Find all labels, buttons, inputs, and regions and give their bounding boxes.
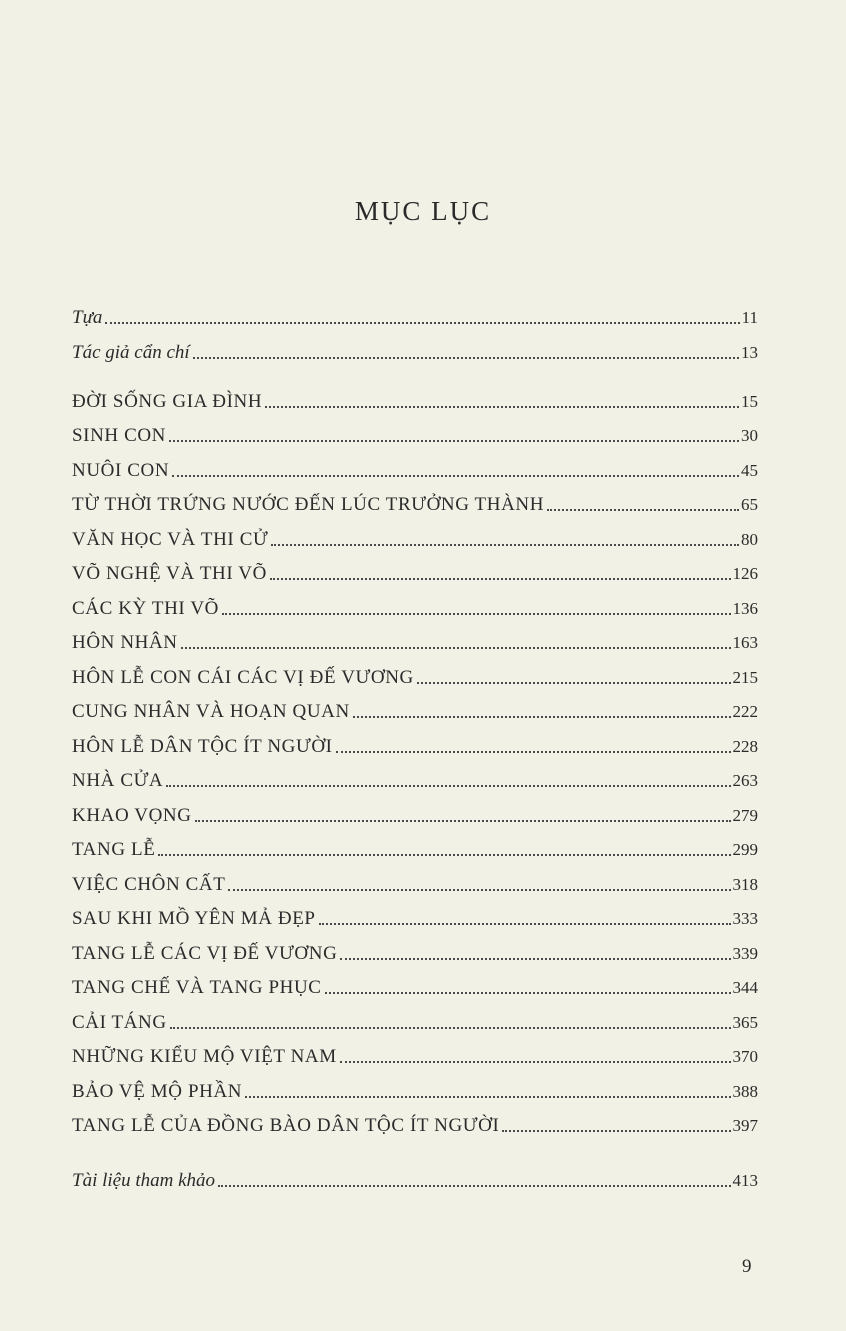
toc-entry-title: HÔN NHÂN bbox=[72, 632, 178, 653]
toc-entry bbox=[72, 937, 758, 965]
dot-leader bbox=[245, 1095, 730, 1098]
toc-entry-title: SAU KHI MỒ YÊN MẢ ĐẸP bbox=[72, 908, 316, 929]
dot-leader bbox=[172, 474, 739, 477]
toc-entry bbox=[72, 336, 758, 364]
toc-entry-title: Tác giả cẩn chí bbox=[72, 342, 190, 363]
toc-entry-title: SINH CON bbox=[72, 425, 167, 446]
toc-entry-page: 65 bbox=[741, 495, 758, 514]
toc-entry-title: CẢI TÁNG bbox=[72, 1012, 167, 1033]
toc-entry bbox=[72, 419, 758, 447]
toc-entry-page: 45 bbox=[741, 461, 758, 480]
toc-entry-page: 365 bbox=[732, 1013, 758, 1032]
dot-leader bbox=[502, 1129, 730, 1132]
toc-entry-title: TỪ THỜI TRỨNG NƯỚC ĐẾN LÚC TRƯỞNG THÀNH bbox=[72, 494, 545, 515]
dot-leader bbox=[271, 543, 739, 546]
dot-leader bbox=[340, 1060, 731, 1063]
toc-entry-page: 136 bbox=[732, 599, 758, 618]
toc-entry-title: HÔN LỄ DÂN TỘC ÍT NGƯỜI bbox=[72, 736, 333, 757]
toc-entry-title: TANG CHẾ VÀ TANG PHỤC bbox=[72, 977, 322, 998]
toc-entry bbox=[72, 301, 758, 329]
toc-entry bbox=[72, 523, 758, 551]
toc-entry bbox=[72, 1075, 758, 1103]
toc-entry bbox=[72, 730, 758, 758]
dot-leader bbox=[222, 612, 731, 615]
toc-entry-title: CUNG NHÂN VÀ HOẠN QUAN bbox=[72, 701, 350, 722]
dot-leader bbox=[336, 750, 731, 753]
toc-entry-title: CÁC KỲ THI VÕ bbox=[72, 598, 219, 619]
dot-leader bbox=[319, 922, 731, 925]
dot-leader bbox=[417, 681, 731, 684]
toc-entry bbox=[72, 902, 758, 930]
toc-entry bbox=[72, 626, 758, 654]
toc-entry-page: 11 bbox=[741, 308, 758, 327]
toc-entry-page: 333 bbox=[732, 909, 758, 928]
page-number: 9 bbox=[742, 1256, 752, 1277]
dot-leader bbox=[181, 646, 731, 649]
toc-entry-title: BẢO VỆ MỘ PHẦN bbox=[72, 1081, 243, 1102]
dot-leader bbox=[193, 356, 739, 359]
dot-leader bbox=[340, 957, 730, 960]
dot-leader bbox=[195, 819, 731, 822]
toc-entry-page: 163 bbox=[732, 633, 758, 652]
toc-entry-title: TANG LỄ CÁC VỊ ĐẾ VƯƠNG bbox=[72, 943, 338, 964]
toc-entry bbox=[72, 764, 758, 792]
toc-entry-page: 228 bbox=[732, 737, 758, 756]
toc-entry-page: 339 bbox=[732, 944, 758, 963]
toc-entry bbox=[72, 1040, 758, 1068]
toc-entry bbox=[72, 695, 758, 723]
toc-entry-title: NUÔI CON bbox=[72, 460, 170, 481]
toc-entry-title: TANG LỄ bbox=[72, 839, 156, 860]
toc-entry-title: ĐỜI SỐNG GIA ĐÌNH bbox=[72, 391, 263, 412]
toc-entry-page: 388 bbox=[732, 1082, 758, 1101]
toc-entry-page: 222 bbox=[732, 702, 758, 721]
dot-leader bbox=[158, 853, 730, 856]
dot-leader bbox=[325, 991, 731, 994]
toc-entry bbox=[72, 868, 758, 896]
toc-entry-page: 413 bbox=[732, 1171, 758, 1190]
toc-entry-title: TANG LỄ CỦA ĐỒNG BÀO DÂN TỘC ÍT NGƯỜI bbox=[72, 1115, 500, 1136]
toc-entry-title: VÕ NGHỆ VÀ THI VÕ bbox=[72, 563, 267, 584]
toc-entry-page: 80 bbox=[741, 530, 758, 549]
toc-entry bbox=[72, 1006, 758, 1034]
dot-leader bbox=[166, 784, 730, 787]
toc-entry bbox=[72, 488, 758, 516]
toc-entry-title: HÔN LỄ CON CÁI CÁC VỊ ĐẾ VƯƠNG bbox=[72, 667, 414, 688]
toc-entry-page: 397 bbox=[732, 1116, 758, 1135]
toc-entry-page: 344 bbox=[732, 978, 758, 997]
dot-leader bbox=[218, 1184, 730, 1187]
dot-leader bbox=[270, 577, 731, 580]
toc-entry-title: VĂN HỌC VÀ THI CỬ bbox=[72, 529, 269, 550]
toc-entry-page: 263 bbox=[732, 771, 758, 790]
toc-entry bbox=[72, 454, 758, 482]
toc-entry bbox=[72, 661, 758, 689]
toc-entry-page: 126 bbox=[732, 564, 758, 583]
toc-entry-page: 279 bbox=[732, 806, 758, 825]
toc-entry-page: 15 bbox=[741, 392, 758, 411]
toc-entry-page: 318 bbox=[732, 875, 758, 894]
dot-leader bbox=[169, 439, 739, 442]
dot-leader bbox=[547, 508, 739, 511]
dot-leader bbox=[353, 715, 731, 718]
toc-entry bbox=[72, 557, 758, 585]
toc-entry bbox=[72, 971, 758, 999]
toc-entry-title: Tài liệu tham khảo bbox=[72, 1170, 216, 1191]
toc-entry-page: 370 bbox=[732, 1047, 758, 1066]
dot-leader bbox=[265, 405, 739, 408]
dot-leader bbox=[170, 1026, 731, 1029]
toc-entry-page: 30 bbox=[741, 426, 758, 445]
toc-entry bbox=[72, 385, 758, 413]
toc-entry-title: VIỆC CHÔN CẤT bbox=[72, 874, 226, 895]
toc-entry-page: 299 bbox=[732, 840, 758, 859]
dot-leader bbox=[228, 888, 730, 891]
toc-entry bbox=[72, 1164, 758, 1192]
toc-entry-title: NHỮNG KIỂU MỘ VIỆT NAM bbox=[72, 1046, 337, 1067]
toc-entry-page: 13 bbox=[741, 343, 758, 362]
toc-entry bbox=[72, 592, 758, 620]
toc-entry-title: KHAO VỌNG bbox=[72, 805, 192, 826]
toc-entry-page: 215 bbox=[732, 668, 758, 687]
toc-entry-title: Tựa bbox=[72, 307, 103, 328]
page-title: MỤC LỤC bbox=[354, 196, 492, 226]
toc-entry bbox=[72, 799, 758, 827]
dot-leader bbox=[105, 321, 739, 324]
toc-entry bbox=[72, 833, 758, 861]
toc-entry bbox=[72, 1109, 758, 1137]
toc-entry-title: NHÀ CỬA bbox=[72, 770, 164, 791]
